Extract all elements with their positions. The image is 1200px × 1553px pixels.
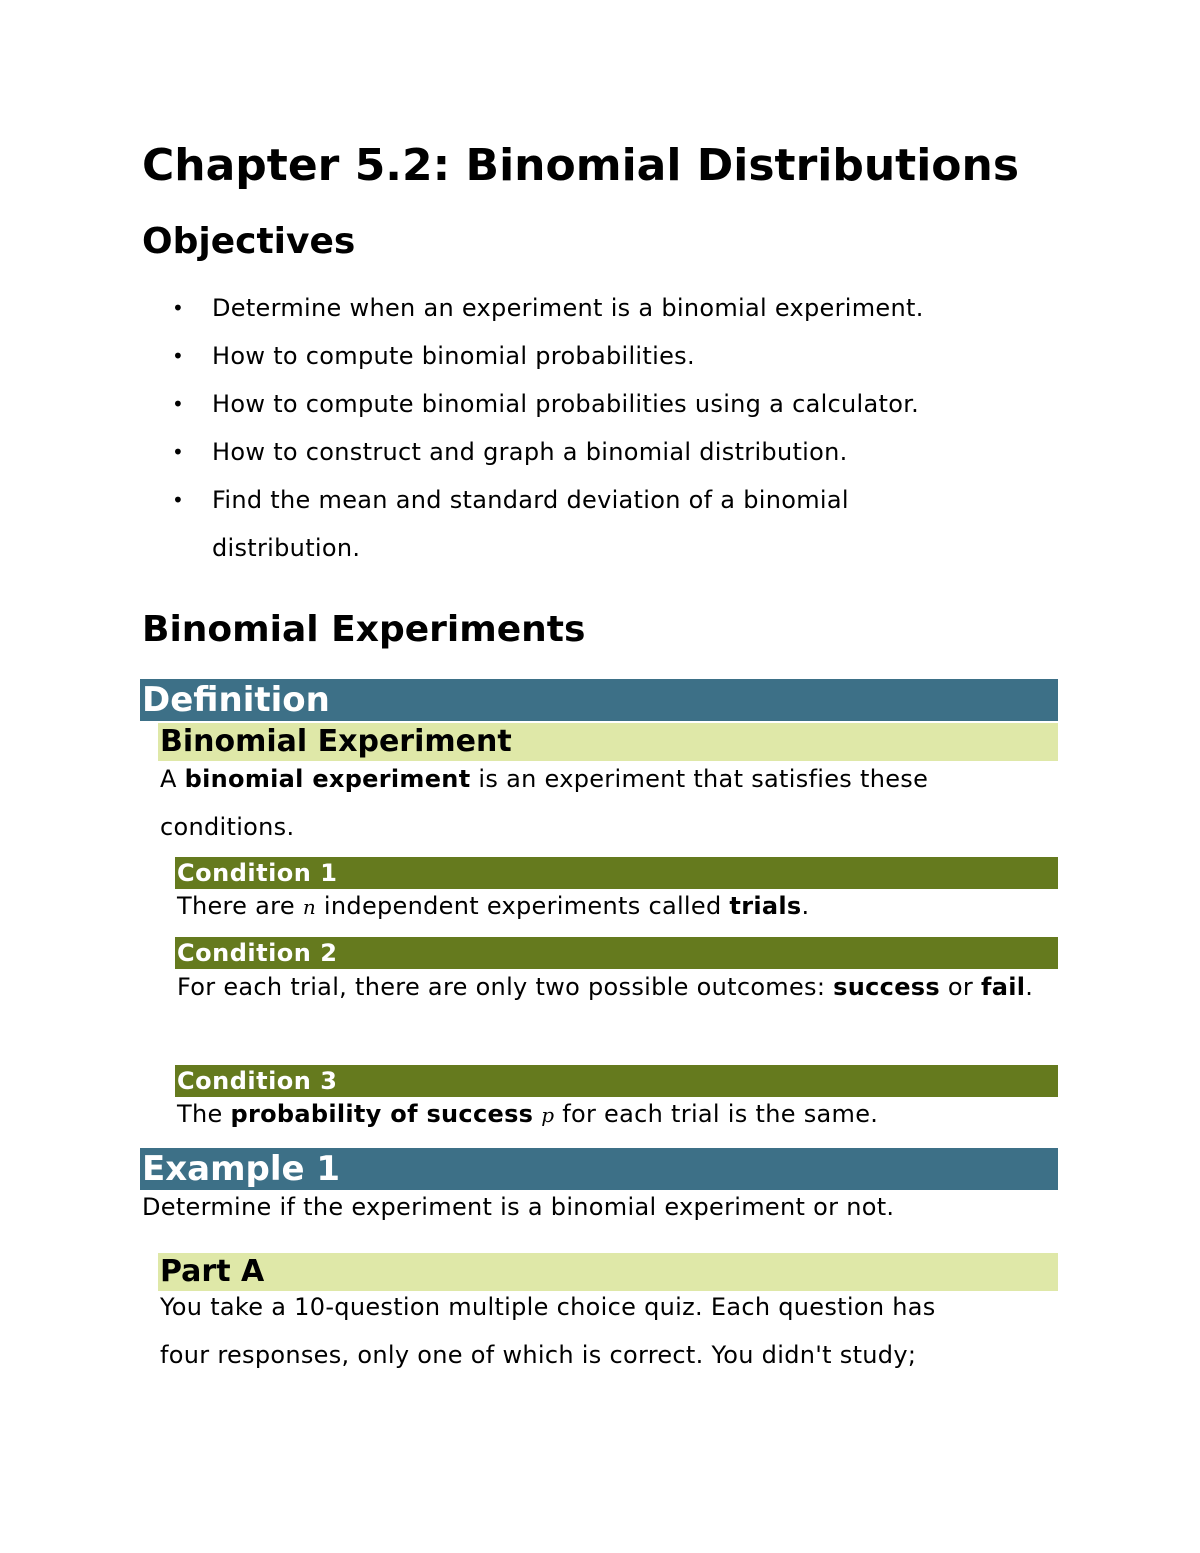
objective-item: • How to construct and graph a binomial distribution. bbox=[172, 428, 1032, 476]
section-heading: Binomial Experiments bbox=[142, 609, 586, 650]
condition-1-header: Condition 1 bbox=[175, 857, 1058, 889]
objectives-heading: Objectives bbox=[142, 221, 356, 262]
part-a-line-2: four responses, only one of which is correct. You didn't study; bbox=[160, 1341, 917, 1369]
objective-item: • Determine when an experiment is a binomial experiment. bbox=[172, 284, 1032, 332]
definition-term: Binomial Experiment bbox=[158, 723, 1058, 761]
part-a-line-1: You take a 10-question multiple choice quiz. Each question has bbox=[160, 1293, 936, 1321]
condition-2-text: For each trial, there are only two possible outcomes: success or fail. bbox=[177, 973, 1034, 1001]
chapter-title: Chapter 5.2: Binomial Distributions bbox=[142, 140, 1020, 191]
condition-2-header: Condition 2 bbox=[175, 937, 1058, 969]
example-header: Example 1 bbox=[140, 1148, 1058, 1190]
condition-1-text: There are n independent experiments called trials. bbox=[177, 892, 810, 920]
definition-text: A binomial experiment is an experiment that satisfies these conditions. bbox=[160, 765, 929, 841]
definition-header: Definition bbox=[140, 679, 1058, 721]
objective-item: • How to compute binomial probabilities using a calculator. bbox=[172, 380, 1032, 428]
condition-3-header: Condition 3 bbox=[175, 1065, 1058, 1097]
bullet-icon: • bbox=[172, 440, 185, 464]
objective-item: • How to compute binomial probabilities. bbox=[172, 332, 1032, 380]
objectives-list bbox=[172, 284, 1032, 572]
bullet-icon: • bbox=[172, 296, 185, 320]
part-a-header: Part A bbox=[158, 1253, 1058, 1291]
objective-item: • Find the mean and standard deviation of a binomial distribution. bbox=[172, 476, 972, 572]
condition-3-text: The probability of success p for each trial is the same. bbox=[177, 1100, 879, 1128]
example-instruction: Determine if the experiment is a binomial experiment or not. bbox=[142, 1193, 895, 1221]
bullet-icon: • bbox=[172, 488, 185, 512]
bullet-icon: • bbox=[172, 392, 185, 416]
bullet-icon: • bbox=[172, 344, 185, 368]
